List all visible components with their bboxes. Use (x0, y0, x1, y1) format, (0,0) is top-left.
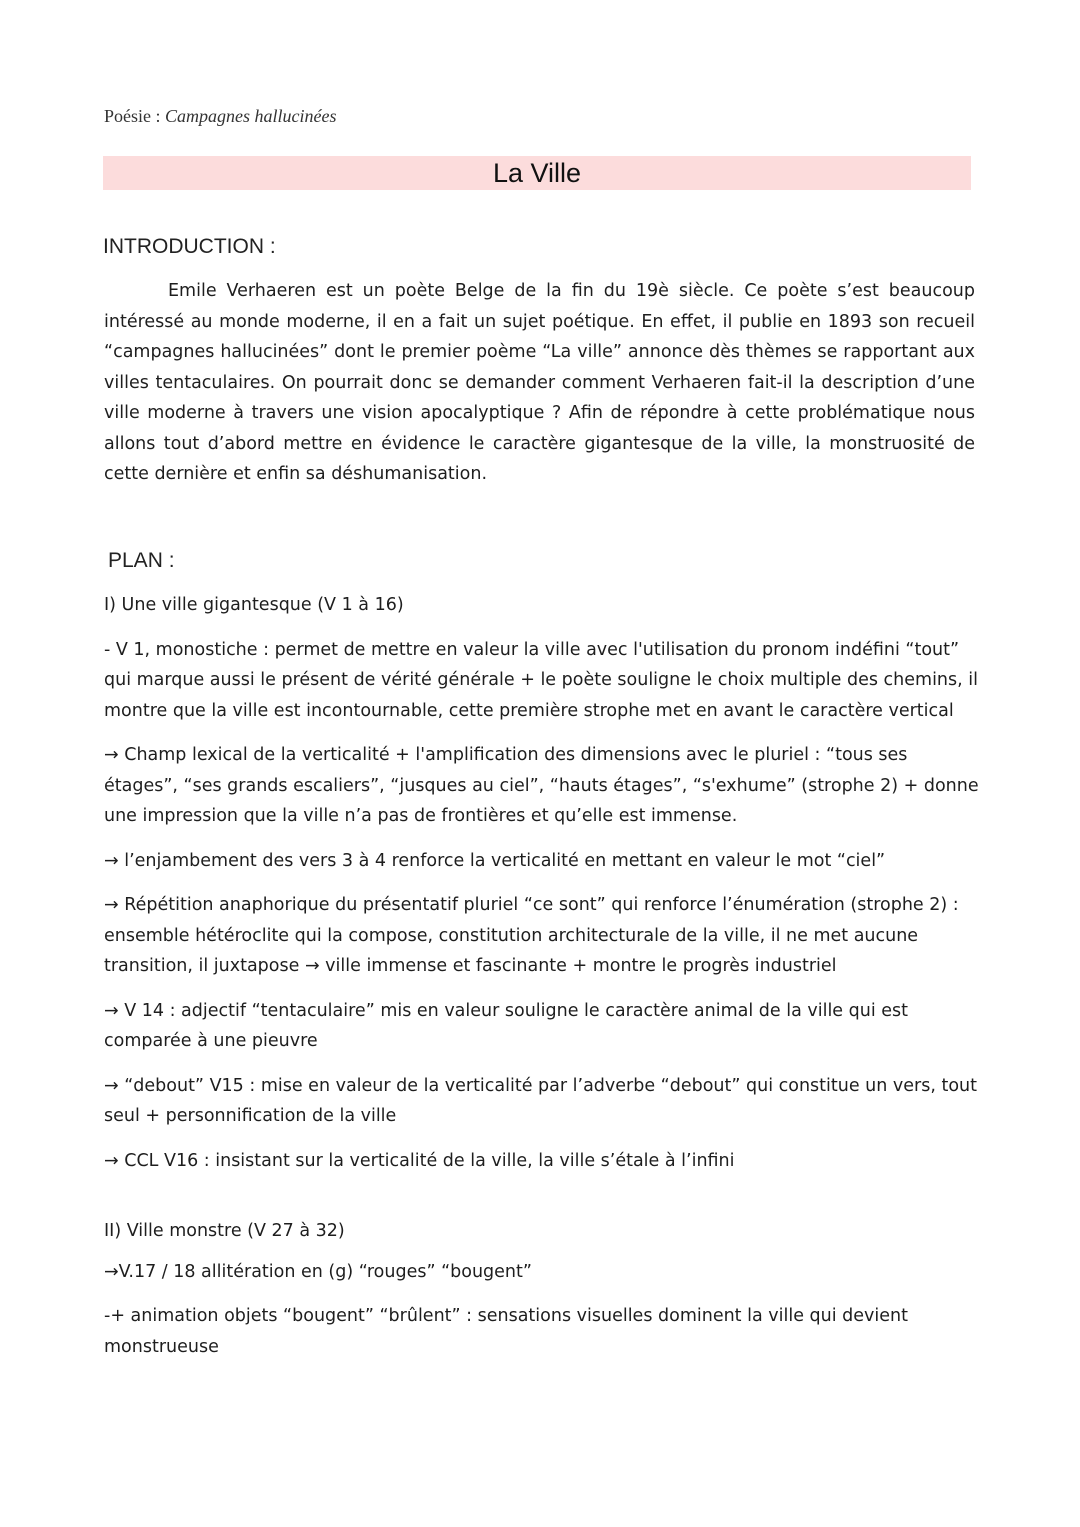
plan-point: →V.17 / 18 allitération en (g) “rouges” “bougent” (104, 1261, 532, 1282)
plan-point: → CCL V16 : insistant sur la verticalité de la ville, la ville s’étale à l’infini (104, 1150, 735, 1171)
plan-point: → V 14 : adjectif “tentaculaire” mis en valeur souligne le caractère animal de la ville qui est comparée à une pieuvre (104, 1000, 909, 1051)
part-heading-2: II) Ville monstre (V 27 à 32) (104, 1221, 345, 1241)
plan-point: -+ animation objets “bougent” “brûlent” : sensations visuelles dominent la ville qui devient monstrueuse (104, 1306, 908, 1357)
plan-point: → Répétition anaphorique du présentatif pluriel “ce sont” qui renforce l’énumération (strophe 2) : ensemble hétéroclite qui la compose, constitution architecturale de la ville, il ne met aucune transition, il juxtapose → ville immense et fascinante + montre le progrès industriel (104, 895, 959, 976)
plan-point: → “debout” V15 : mise en valeur de la verticalité par l’adverbe “debout” qui constitue un vers, tout seul + personnification de la ville (104, 1075, 977, 1126)
plan-point: → Champ lexical de la verticalité + l'amplification des dimensions avec le pluriel : “tous ses étages”, “ses grands escaliers”, “jusques au ciel”, “hauts étages”, “s'exhume” (strophe 2) + donne une impression que la ville n’a pas de frontières et qu’elle est immense. (104, 745, 979, 826)
plan-point: → l’enjambement des vers 3 à 4 renforce la verticalité en mettant en valeur le mot “ciel” (104, 850, 886, 871)
page-title: La Ville (492, 157, 582, 188)
course-label: Poésie : (104, 106, 161, 126)
plan-body (104, 590, 979, 1376)
title-banner (103, 156, 971, 190)
plan-heading: PLAN : (108, 549, 175, 572)
introduction-heading: INTRODUCTION : (103, 235, 276, 258)
plan-point: - V 1, monostiche : permet de mettre en valeur la ville avec l'utilisation du pronom indéfini “tout” qui marque aussi le présent de vérité générale + le poète souligne le choix multiple des chemins, il montre que la ville est incontournable, cette première strophe met en avant le caractère vertical (104, 639, 978, 721)
part-heading-1: I) Une ville gigantesque (V 1 à 16) (104, 595, 404, 615)
introduction-paragraph: Emile Verhaeren est un poète Belge de la fin du 19è siècle. Ce poète s’est beaucoup intéressé au monde moderne, il en a fait un sujet poétique. En effet, il publie en 1893 son recueil “campagnes hallucinées” dont le premier poème “La ville” annonce dès thèmes se rapportant aux villes tentaculaires. On pourrait donc se demander comment Verhaeren fait-il la description d’une ville moderne à travers une vision apocalyptique ? Afin de répondre à cette problématique nous allons tout d’abord mettre en évidence le caractère gigantesque de la ville, la monstruosité de cette dernière et enfin sa déshumanisation. (104, 281, 975, 484)
course-header (104, 106, 336, 127)
course-title: Campagnes hallucinées (165, 106, 337, 126)
